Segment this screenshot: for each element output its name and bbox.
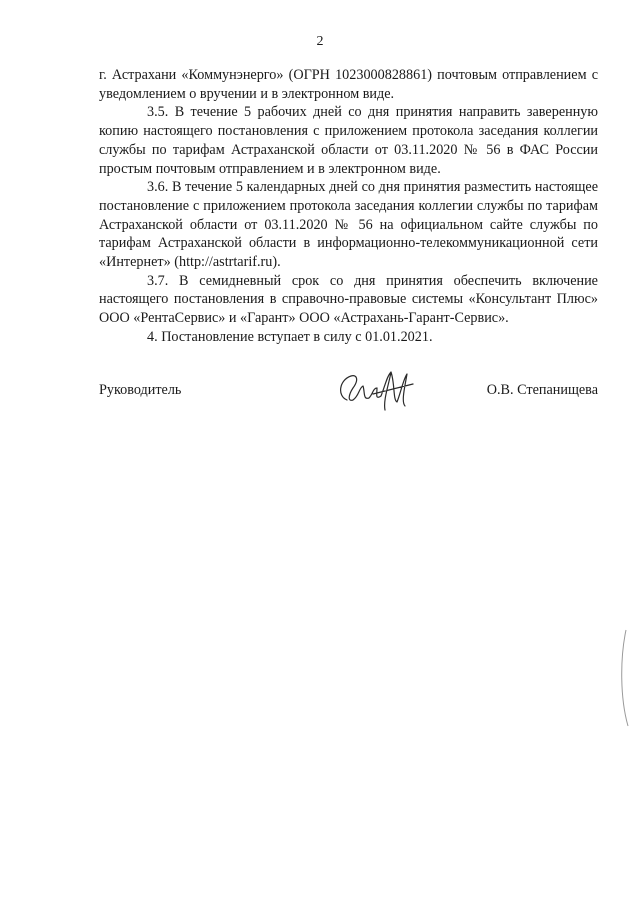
signature-block [99,380,598,420]
signer-name: О.В. Степанищева [486,382,598,398]
paragraph-3-5: 3.5. В течение 5 рабочих дней со дня принятия направить заверенную копию настоящего постановления с приложением протокола заседания коллегии службы по тарифам Астраханской области от 03.11.2020 № 56 в ФАС России простым почтовым отправлением и в электронном виде. [99,104,598,177]
paragraph-3-7: 3.7. В семидневный срок со дня принятия обеспечить включение настоящего постановления в справочно-правовые системы «Консультант Плюс» ООО «РентаСервис» и «Гарант» ООО «Астрахань-Гарант-Сервис». [99,272,598,327]
signer-title: Руководитель [99,382,182,398]
handwritten-signature-icon [333,366,421,416]
paragraph-continuation: г. Астрахани «Коммунэнерго» (ОГРН 1023000828861) почтовым отправлением с уведомлением о вручении и в электронном виде. [99,67,598,102]
document-body [99,66,598,347]
page-number: 2 [316,34,324,49]
paragraph-4: 4. Постановление вступает в силу с 01.01.2021. [147,328,433,345]
margin-scan-mark [616,628,632,728]
paragraph-3-6: 3.6. В течение 5 календарных дней со дня принятия разместить настоящее постановление с приложением протокола заседания коллегии службы по тарифам Астраханской области от 03.11.2020 № 56 на официальном сайте службы по тарифам Астраханской области в информационно-телекоммуникационной сети «Интернет» (http://astrtarif.ru). [99,179,598,271]
